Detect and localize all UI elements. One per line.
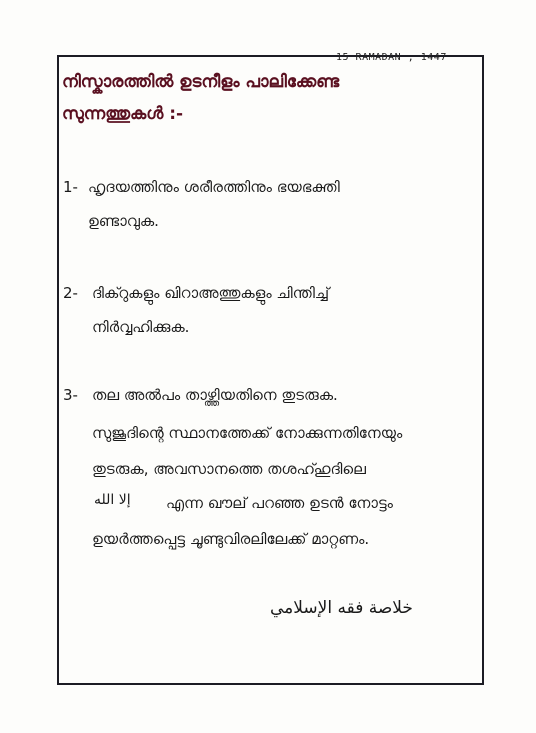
page-title-line1: നിസ്കാരത്തിൽ ഉടനീളം പാലിക്കേണ്ട <box>62 72 340 92</box>
point-3-line2: സുജൂദിന്റെ സ്ഥാനത്തേക്ക് നോക്കുന്നതിനേയും <box>92 424 403 442</box>
point-2-line1: ദിക്റുകളും ഖിറാഅത്തുകളും ചിന്തിച്ച് <box>92 284 330 302</box>
point-2-number: 2- <box>63 284 78 302</box>
arabic-quote: إلا الله <box>94 492 131 508</box>
point-1-line1: ഹൃദയത്തിനും ശരീരത്തിനും ഭയഭക്തി <box>88 178 340 196</box>
page-title-line2: സുന്നത്തുകൾ :- <box>62 104 184 124</box>
point-1-number: 1- <box>63 178 78 196</box>
point-2-line2: നിർവ്വഹിക്കുക. <box>92 318 190 336</box>
page-border <box>57 55 484 685</box>
point-3-line5: ഉയർത്തപ്പെട്ട ചൂണ്ടുവിരലിലേക്ക് മാറ്റണം. <box>92 530 370 548</box>
point-3-line4: എന്ന ഖൗല് പറഞ്ഞ ഉടൻ നോട്ടം <box>166 494 393 512</box>
source-reference: خلاصة فقه الإسلامي <box>270 598 413 618</box>
point-1-line2: ഉണ്ടാവുക. <box>88 212 159 230</box>
date-note: 15 RAMADAN , 1447 <box>336 52 447 63</box>
point-3-line1: തല അൽപം താഴ്ത്തിയതിനെ തുടരുക. <box>92 386 338 404</box>
point-3-number: 3- <box>63 386 78 404</box>
point-3-line3: തുടരുക, അവസാനത്തെ തശഹ്ഹുദിലെ <box>92 460 366 478</box>
